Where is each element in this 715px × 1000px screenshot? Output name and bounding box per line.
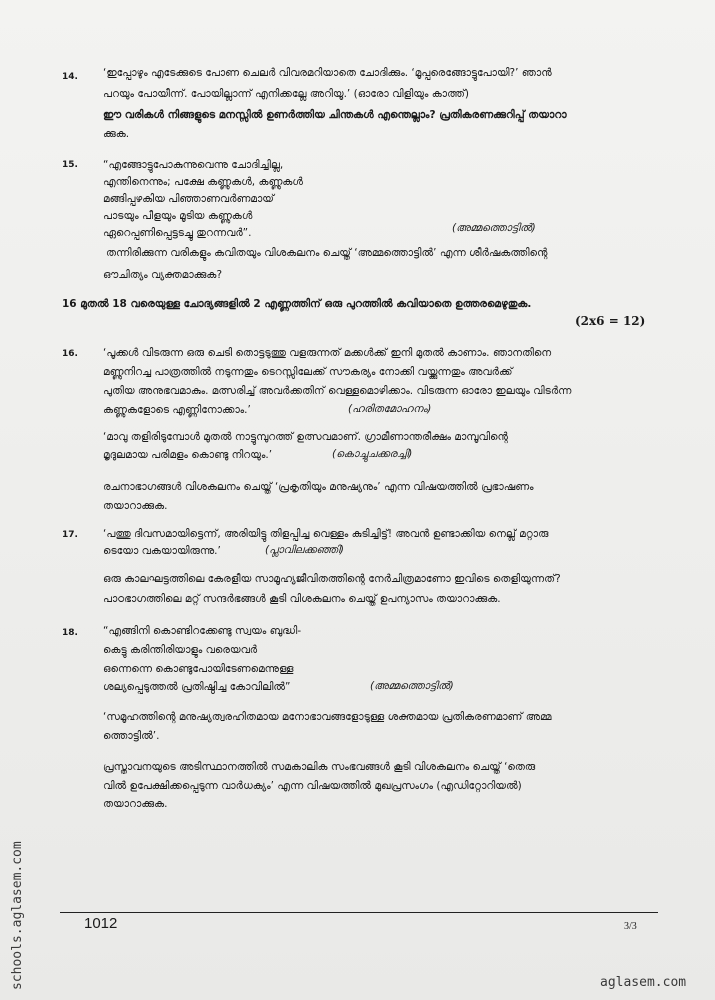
passage-line: ടെയോ വകയായിരുന്നു.’: [103, 545, 221, 557]
poem-line: “എങ്ങോട്ടുപോകുന്നുവെന്നു ചോദിച്ചില്ല,: [103, 159, 284, 171]
passage-source: (ഹരിതമോഹനം): [348, 403, 432, 415]
question-text-line: പറയും പോയീന്ന്. പോയില്ലാന്ന് എനിക്കല്ലേ അറിയൂ.’ (ഓരോ വിളിയും കാത്ത്): [103, 88, 469, 100]
poem-line: പാടയും പീളയും മൂടിയ കണ്ണുകൾ: [103, 210, 253, 222]
question-text-line: ‘ഇപ്പോഴും എടേക്കുടെ പോണ ചെലർ വിവരമറിയാതെ ചോദിക്കും. ‘മൂപ്പരെങ്ങോട്ടുപോയി?’ ഞാൻ: [103, 67, 552, 79]
passage-line: ‘പത്തു ദിവസമായിട്ടെന്ന്, അരിയിട്ടു തിളപ്പിച്ച വെള്ളം കുടിച്ചിട്ട്! അവൻ ഉണ്ടാക്കിയ നെല്ല് മറ്റാരു: [103, 528, 549, 540]
poem-line: ഏറെപ്പണിപ്പെട്ടടച്ചു തുറന്നവർ”.: [103, 227, 252, 239]
task-line: വിൽ ഉപേക്ഷിക്കപ്പെടുന്ന വാർധക്യം’ എന്ന വിഷയത്തിൽ മുഖപ്രസംഗം (എഡിറ്റോറിയൽ): [103, 780, 522, 792]
poem-line: “എങ്ങിനി കൊണ്ടിറക്കേണ്ടു സ്വയം ബുദ്ധി-: [103, 625, 302, 637]
poem-source: (അമ്മത്തൊട്ടിൽ): [452, 222, 536, 234]
task-line: രചനാഭാഗങ്ങൾ വിശകലനം ചെയ്ത് ‘പ്രകൃതിയും മനുഷ്യനും’ എന്ന വിഷയത്തിൽ പ്രഭാഷണം: [103, 481, 534, 493]
passage-line: ‘മാവു തളിരിടുമ്പോൾ മുതൽ നാട്ടുമ്പുറത്ത് ഉത്സവമാണ്. ഗ്രാമീണാന്തരീക്ഷം മാമ്പൂവിന്റെ: [103, 431, 508, 443]
question-text-line: ക്കുക.: [103, 128, 130, 140]
question-text-line: ഈ വരികൾ നിങ്ങളുടെ മനസ്സിൽ ഉണർത്തിയ ചിന്തകൾ എന്തെല്ലാം? പ്രതികരണക്കുറിപ്പ് തയാറാ: [103, 109, 567, 121]
question-number: 15.: [62, 160, 78, 170]
question-text-line: തന്നിരിക്കുന്ന വരികളും കവിതയും വിശകലനം ചെയ്ത് ‘അമ്മത്തൊട്ടിൽ’ എന്ന ശീർഷകത്തിന്റെ: [106, 247, 548, 259]
poem-source: (അമ്മത്തൊട്ടിൽ): [370, 680, 454, 692]
poem-line: ശല്യപ്പെടുത്തൽ പ്രതിഷ്ഠിച്ച കോവിലിൽ”: [103, 681, 291, 693]
task-line: പാഠഭാഗത്തിലെ മറ്റ് സന്ദർഭങ്ങൾ കൂടി വിശകലനം ചെയ്ത് ഉപന്യാസം തയാറാക്കുക.: [103, 593, 501, 605]
task-line: പ്രസ്താവനയുടെ അടിസ്ഥാനത്തിൽ സമകാലിക സംഭവങ്ങൾ കൂടി വിശകലനം ചെയ്ത് ‘തെരു: [103, 761, 536, 773]
question-number: 16.: [62, 349, 78, 359]
poem-line: എന്തിനെന്നും; പക്ഷേ കണ്ണുകൾ, കണ്ണുകൾ: [103, 176, 303, 188]
poem-line: ഒന്നെന്നെ കൊണ്ടുപോയിടേണമെന്നുള്ള: [103, 663, 294, 675]
question-number: 14.: [62, 72, 78, 82]
question-text-line: ഔചിത്യം വ്യക്തമാക്കുക?: [103, 269, 223, 281]
side-watermark: schools.aglasem.com: [10, 841, 25, 990]
statement-line: ‘സമൂഹത്തിന്റെ മനുഷ്യത്വരഹിതമായ മനോഭാവങ്ങളോടുള്ള ശക്തമായ പ്രതികരണമാണ് അമ്മ: [103, 711, 552, 723]
task-line: ഒരു കാലഘട്ടത്തിലെ കേരളീയ സാമൂഹ്യജീവിതത്തിന്റെ നേർചിത്രമാണോ ഇവിടെ തെളിയുന്നത്?: [103, 573, 561, 585]
poem-line: മങ്ങിപ്പഴകിയ പിഞ്ഞാണവർണമായ്: [103, 193, 274, 205]
passage-line: കണ്ണുകളോടെ എണ്ണിനോക്കാം.’: [103, 404, 251, 416]
task-line: തയാറാക്കുക.: [103, 798, 168, 810]
question-number: 18.: [62, 628, 78, 638]
poem-line: കെട്ടു കരിന്തിരിയാളും വരെയവർ: [103, 644, 258, 656]
task-line: തയാറാക്കുക.: [103, 500, 168, 512]
statement-line: ത്തൊട്ടിൽ’.: [103, 730, 160, 742]
passage-line: ‘പൂക്കൾ വിടരുന്ന ഒരു ചെടി തൊട്ടടുത്തു വളരുന്നത് മക്കൾക്ക് ഇനി മുതൽ കാണാം. ഞാനതിനെ: [103, 347, 552, 359]
paper-code: 1012: [84, 915, 118, 932]
footer-divider: [60, 912, 658, 913]
passage-source: (കൊച്ചുചക്കരച്ചി): [332, 448, 413, 460]
passage-source: (പ്ലാവിലക്കഞ്ഞി): [265, 544, 344, 556]
page-number: 3/3: [624, 921, 637, 932]
passage-line: മൃദുലമായ പരിമളം കൊണ്ടു നിറയും.’: [103, 449, 273, 461]
passage-line: പുതിയ അനുഭവമാകും. മത്സരിച്ച് അവർക്കതിന് വെള്ളമൊഴിക്കാം. വിടരുന്ന ഓരോ ഇലയും വിടർന്ന: [103, 385, 572, 397]
question-number: 17.: [62, 530, 78, 540]
bottom-watermark: aglasem.com: [600, 975, 687, 990]
section-instruction: 16 മുതൽ 18 വരെയുള്ള ചോദ്യങ്ങളിൽ 2 എണ്ണത്തിന് ഒരു പുറത്തിൽ കവിയാതെ ഉത്തരമെഴുതുക.: [62, 298, 532, 310]
passage-line: മണ്ണുനിറച്ച പാത്രത്തിൽ നടുന്നതും ടെറസ്സിലേക്ക് സൗകര്യം നോക്കി വയ്ക്കുന്നതും അവർക്ക്: [103, 366, 513, 378]
section-marks: (2x6 = 12): [575, 314, 646, 328]
